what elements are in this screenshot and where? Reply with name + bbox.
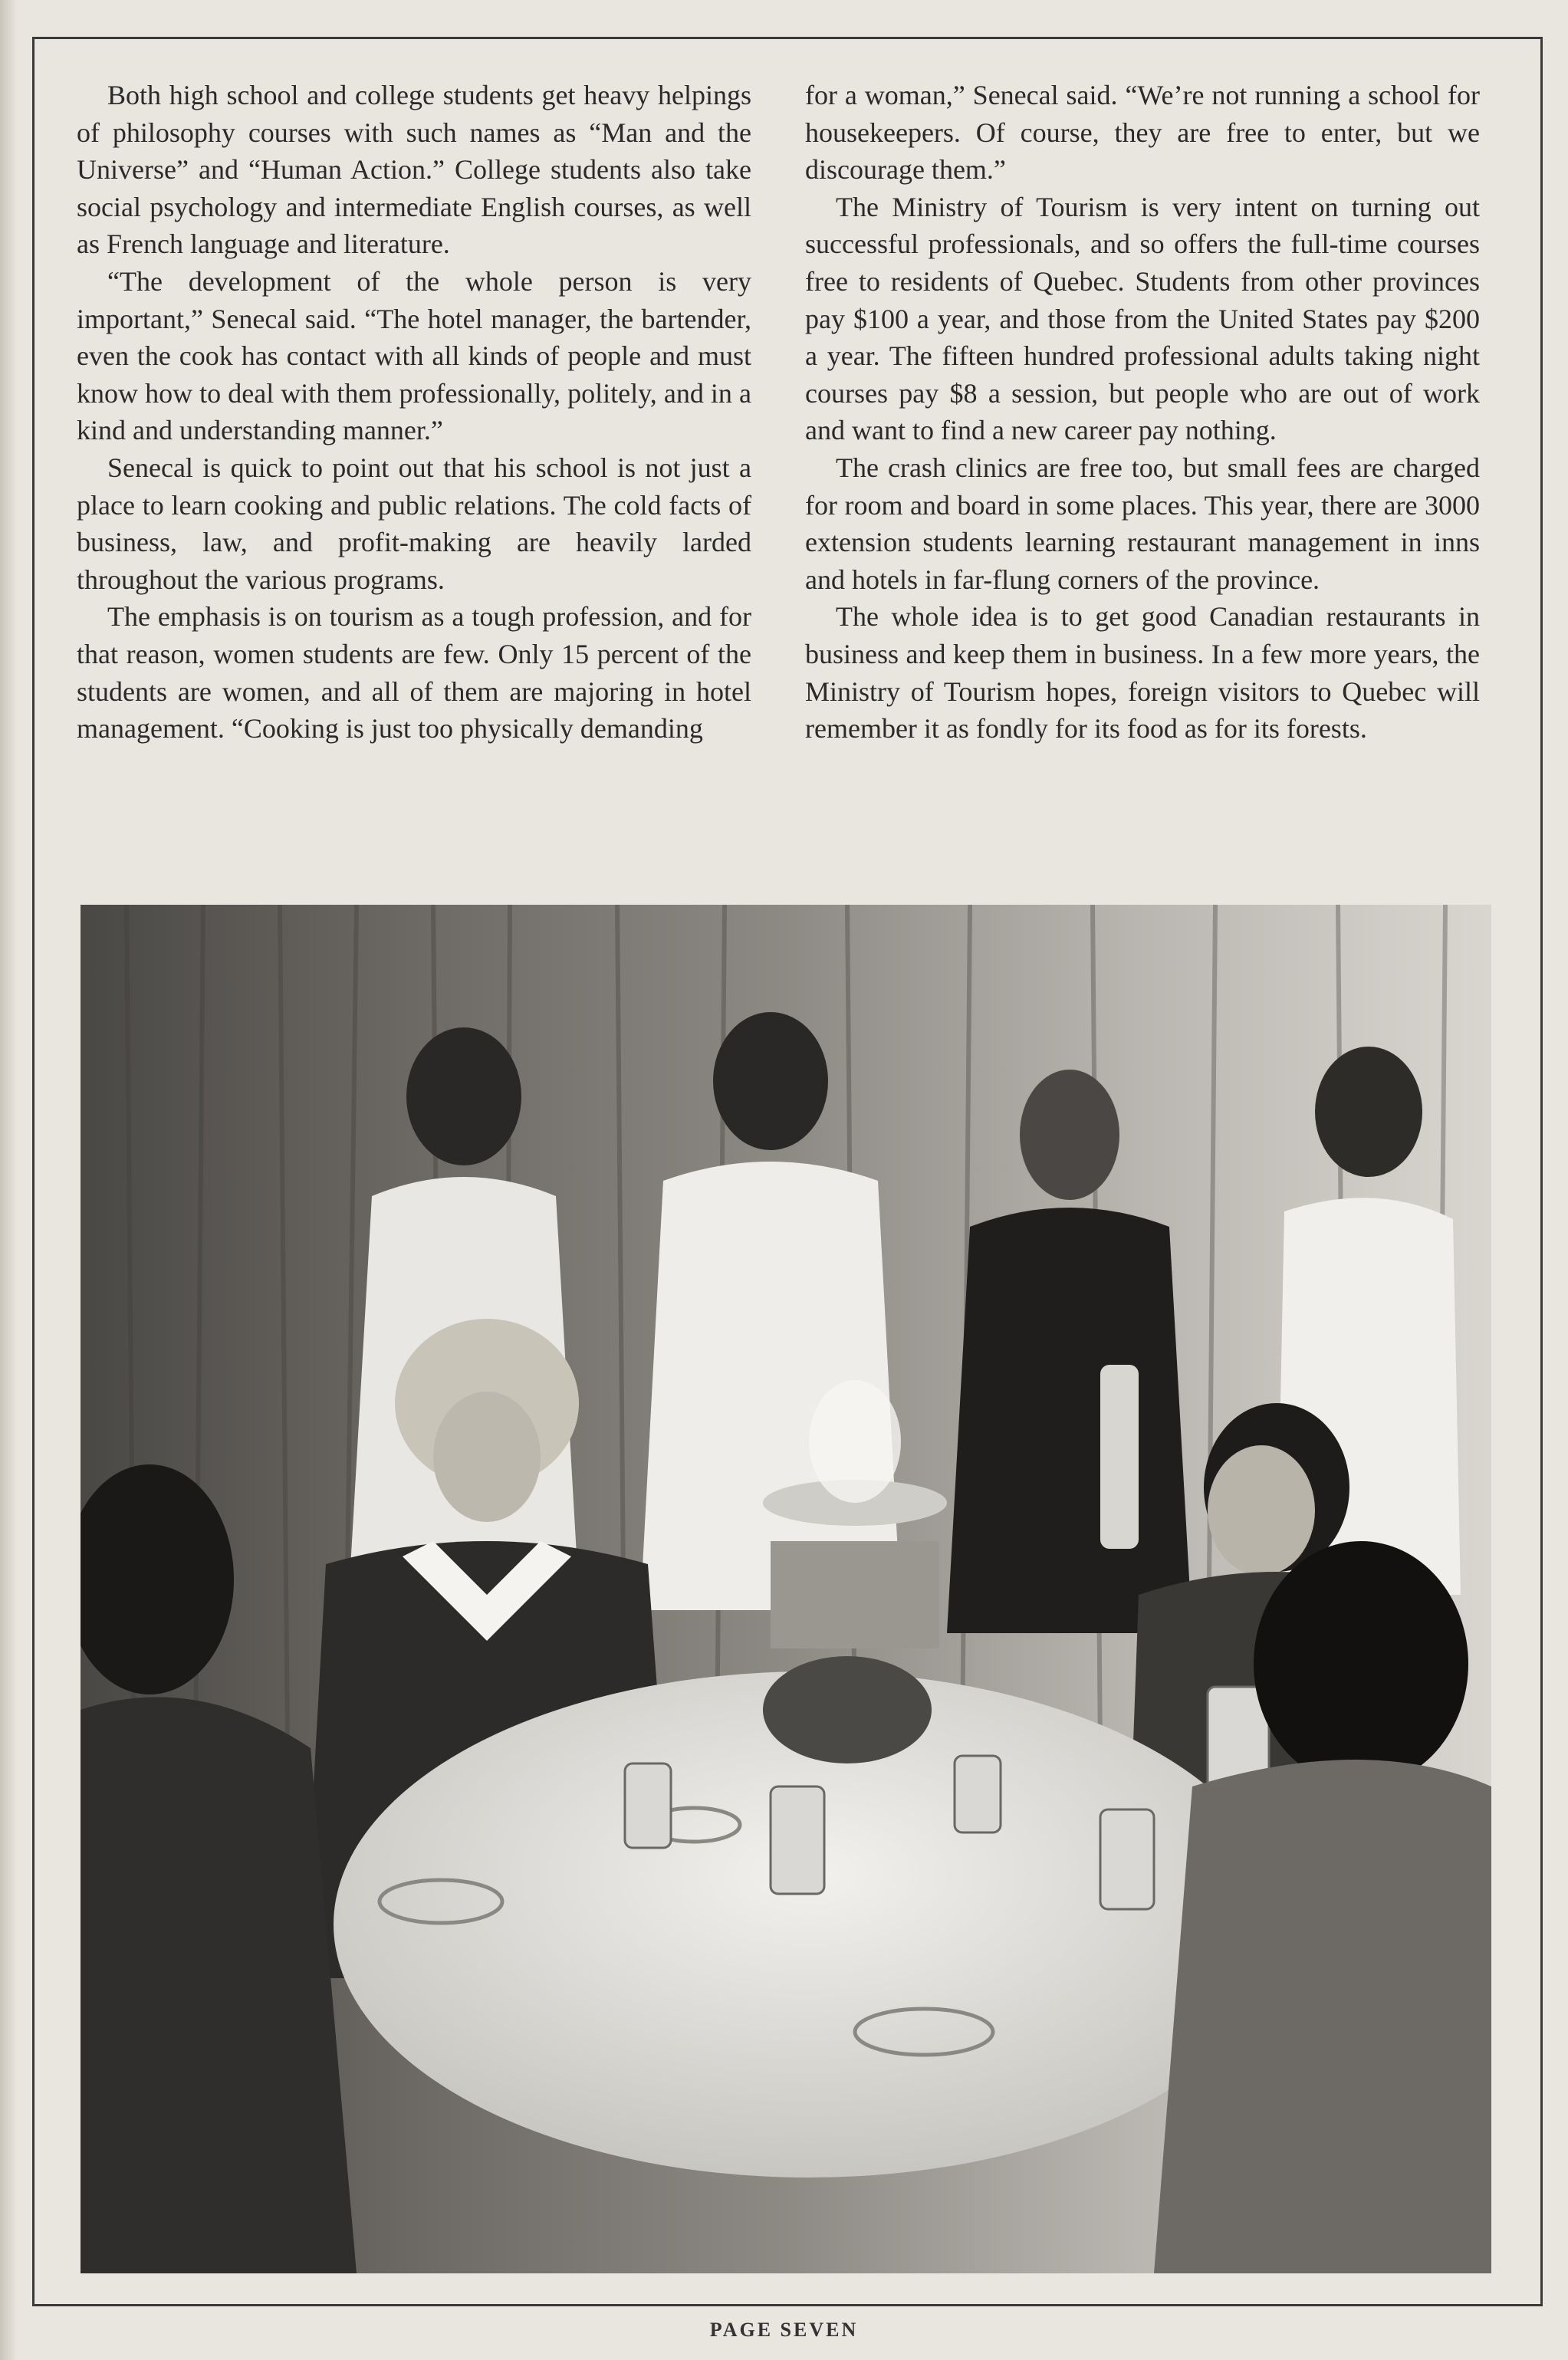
paragraph: Both high school and college students get heavy helpings of philosophy courses with such names as “Man and the Universe” and “Human Action.” College students also take social psychology and intermediate English courses, as well as French language and literature. xyxy=(77,80,751,260)
paragraph: The emphasis is on tourism as a tough profession, and for that reason, women students are few. Only 15 percent of the students are women, and all of them are majoring in hotel management. “Cooking is just too physically demanding xyxy=(77,601,751,744)
paragraph: for a woman,” Senecal said. “We’re not running a school for housekeepers. Of course, they are free to enter, but we discourage them.” xyxy=(805,80,1480,186)
restaurant-service-photo xyxy=(81,905,1491,2273)
left-column xyxy=(77,77,751,905)
paragraph: The whole idea is to get good Canadian restaurants in business and keep them in business. In a few more years, the Ministry of Tourism hopes, foreign visitors to Quebec will remember it as fondly for its food as for its forests. xyxy=(805,601,1480,744)
right-column xyxy=(805,77,1480,905)
scan-edge-shadow xyxy=(0,0,17,2360)
paragraph: The Ministry of Tourism is very intent on turning out successful professionals, and so offers the full-time courses free to residents of Quebec. Students from other provinces pay $100 a year, and those from the United States pay $200 a year. The fifteen hundred professional adults taking night courses pay $8 a session, but people who are out of work and want to find a new career pay nothing. xyxy=(805,191,1480,446)
paragraph: The crash clinics are free too, but small fees are charged for room and board in some places. This year, there are 3000 extension students learning restaurant management in inns and hotels in far-flung corners of the province. xyxy=(805,452,1480,595)
article-body xyxy=(77,77,1480,905)
paragraph: Senecal is quick to point out that his school is not just a place to learn cooking and public relations. The cold facts of business, law, and profit-making are heavily larded throughout the various programs. xyxy=(77,452,751,595)
paragraph: “The development of the whole person is very important,” Senecal said. “The hotel manager, the bartender, even the cook has contact with all kinds of people and must know how to deal with them professionally, politely, and in a kind and understanding manner.” xyxy=(77,265,751,446)
page-number: PAGE SEVEN xyxy=(709,2319,859,2341)
restaurant-service-photo-icon xyxy=(81,905,1491,2273)
